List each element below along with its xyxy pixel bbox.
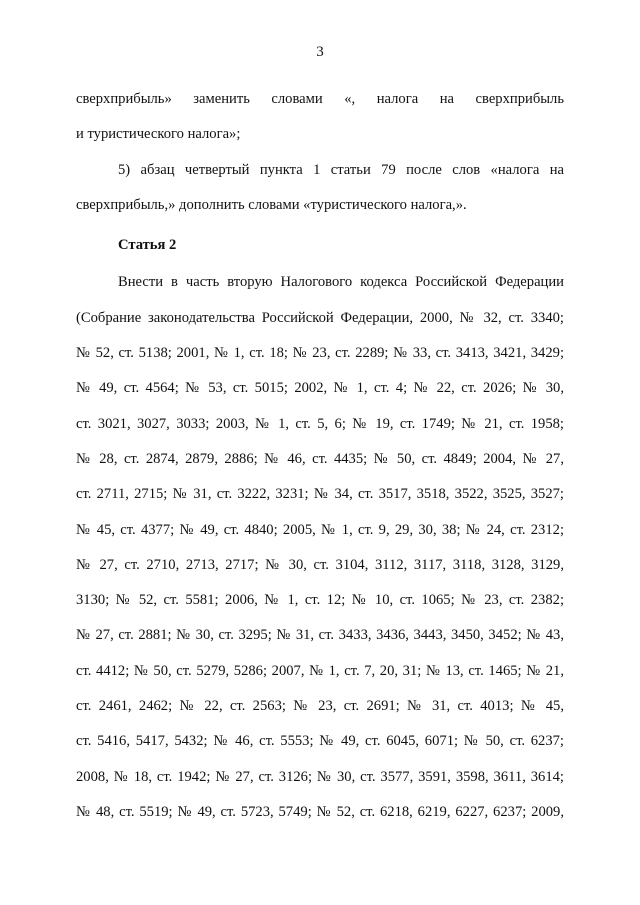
text-line: сверхприбыль,» дополнить словами «туристического налога,».: [76, 196, 467, 213]
paragraph-start: Внести в часть вторую Налогового кодекса Российской Федерации: [118, 274, 564, 291]
text-line: ст. 3021, 3027, 3033; 2003, № 1, ст. 5, 6; № 19, ст. 1749; № 21, ст. 1958;: [76, 415, 564, 432]
text-line: № 28, ст. 2874, 2879, 2886; № 46, ст. 4435; № 50, ст. 4849; 2004, № 27,: [76, 450, 564, 467]
text-line: и туристического налога»;: [76, 126, 241, 143]
text-line: № 48, ст. 5519; № 49, ст. 5723, 5749; № 52, ст. 6218, 6219, 6227, 6237; 2009,: [76, 803, 564, 820]
text-line: № 27, ст. 2881; № 30, ст. 3295; № 31, ст. 3433, 3436, 3443, 3450, 3452; № 43,: [76, 627, 564, 644]
text-line: № 27, ст. 2710, 2713, 2717; № 30, ст. 3104, 3112, 3117, 3118, 3128, 3129,: [76, 556, 564, 573]
text-line: № 45, ст. 4377; № 49, ст. 4840; 2005, № 1, ст. 9, 29, 30, 38; № 24, ст. 2312;: [76, 521, 564, 538]
page-number: 3: [316, 44, 324, 60]
text-line: (Собрание законодательства Российской Федерации, 2000, № 32, ст. 3340;: [76, 309, 564, 326]
text-line: ст. 2461, 2462; № 22, ст. 2563; № 23, ст. 2691; № 31, ст. 4013; № 45,: [76, 698, 564, 715]
text-line: ст. 4412; № 50, ст. 5279, 5286; 2007, № 1, ст. 7, 20, 31; № 13, ст. 1465; № 21,: [76, 662, 564, 679]
text-line: сверхприбыль» заменить словами «, налога на сверхприбыль: [76, 91, 564, 107]
text-line: № 49, ст. 4564; № 53, ст. 5015; 2002, № 1, ст. 4; № 22, ст. 2026; № 30,: [76, 380, 564, 397]
text-line: 2008, № 18, ст. 1942; № 27, ст. 3126; № 30, ст. 3577, 3591, 3598, 3611, 3614;: [76, 768, 564, 785]
text-line: ст. 2711, 2715; № 31, ст. 3222, 3231; № 34, ст. 3517, 3518, 3522, 3525, 3527;: [76, 486, 564, 503]
document-body: [76, 82, 564, 830]
text-line: № 52, ст. 5138; 2001, № 1, ст. 18; № 23, ст. 2289; № 33, ст. 3413, 3421, 3429;: [76, 345, 564, 362]
text-line: 3130; № 52, ст. 5581; 2006, № 1, ст. 12; № 10, ст. 1065; № 23, ст. 2382;: [76, 592, 564, 609]
text-line: ст. 5416, 5417, 5432; № 46, ст. 5553; № 49, ст. 6045, 6071; № 50, ст. 6237;: [76, 733, 564, 750]
article-heading: Статья 2: [118, 237, 177, 254]
list-item-5: 5) абзац четвертый пункта 1 статьи 79 после слов «налога на: [118, 161, 564, 178]
